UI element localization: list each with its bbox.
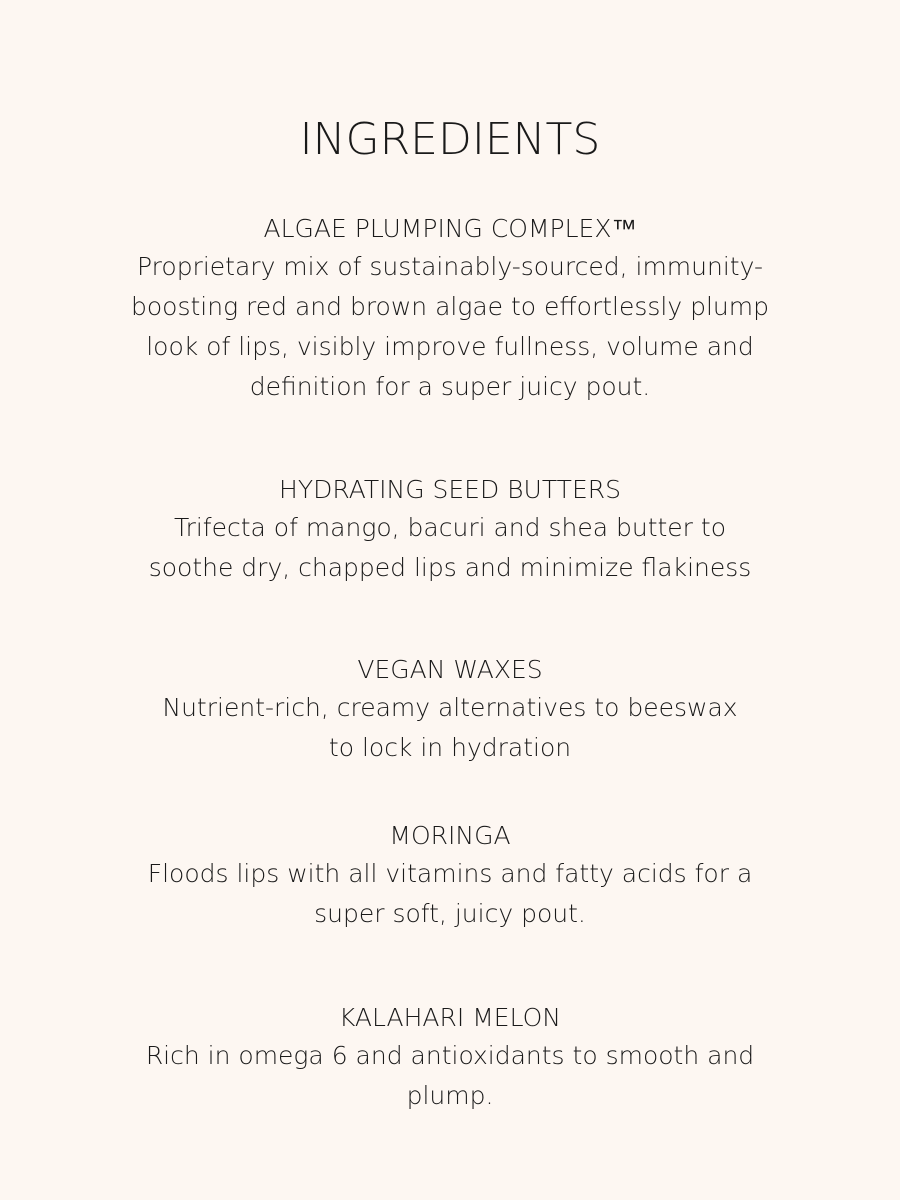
- ingredient-heading: VEGAN WAXES: [357, 655, 543, 684]
- description-line: Nutrient-rich, creamy alternatives to beeswax: [162, 693, 738, 722]
- ingredient-heading: KALAHARI MELON: [338, 1003, 562, 1032]
- ingredient-section-vegan-waxes: [130, 652, 770, 768]
- ingredient-heading: HYDRATING SEED BUTTERS: [279, 475, 621, 504]
- ingredient-description: [130, 247, 770, 407]
- page-title: INGREDIENTS: [299, 114, 601, 165]
- description-line: soothe dry, chapped lips and minimize flakiness: [148, 553, 752, 582]
- ingredient-heading: MORINGA: [389, 821, 511, 850]
- description-line: Rich in omega 6 and antioxidants to smooth and: [145, 1041, 755, 1070]
- description-line: boosting red and brown algae to effortlessly plump: [131, 292, 769, 321]
- description-line: super soft, juicy pout.: [314, 899, 586, 928]
- ingredient-description: [130, 854, 770, 934]
- description-line: to lock in hydration: [328, 733, 572, 762]
- ingredient-section-seed-butters: [130, 472, 770, 588]
- ingredient-section-algae: [130, 211, 770, 407]
- ingredient-description: [130, 688, 770, 768]
- description-line: Floods lips with all vitamins and fatty acids for a: [147, 859, 753, 888]
- description-line: Trifecta of mango, bacuri and shea butter to: [173, 513, 727, 542]
- ingredient-description: [130, 508, 770, 588]
- ingredient-description: [130, 1036, 770, 1116]
- description-line: definition for a super juicy pout.: [249, 372, 651, 401]
- description-line: Proprietary mix of sustainably-sourced, immunity-: [137, 252, 763, 281]
- description-line: plump.: [406, 1081, 494, 1110]
- ingredient-heading: ALGAE PLUMPING COMPLEX™: [263, 214, 637, 243]
- description-line: look of lips, visibly improve fullness, volume and: [146, 332, 754, 361]
- ingredient-section-kalahari-melon: [130, 1000, 770, 1116]
- ingredient-section-moringa: [130, 818, 770, 934]
